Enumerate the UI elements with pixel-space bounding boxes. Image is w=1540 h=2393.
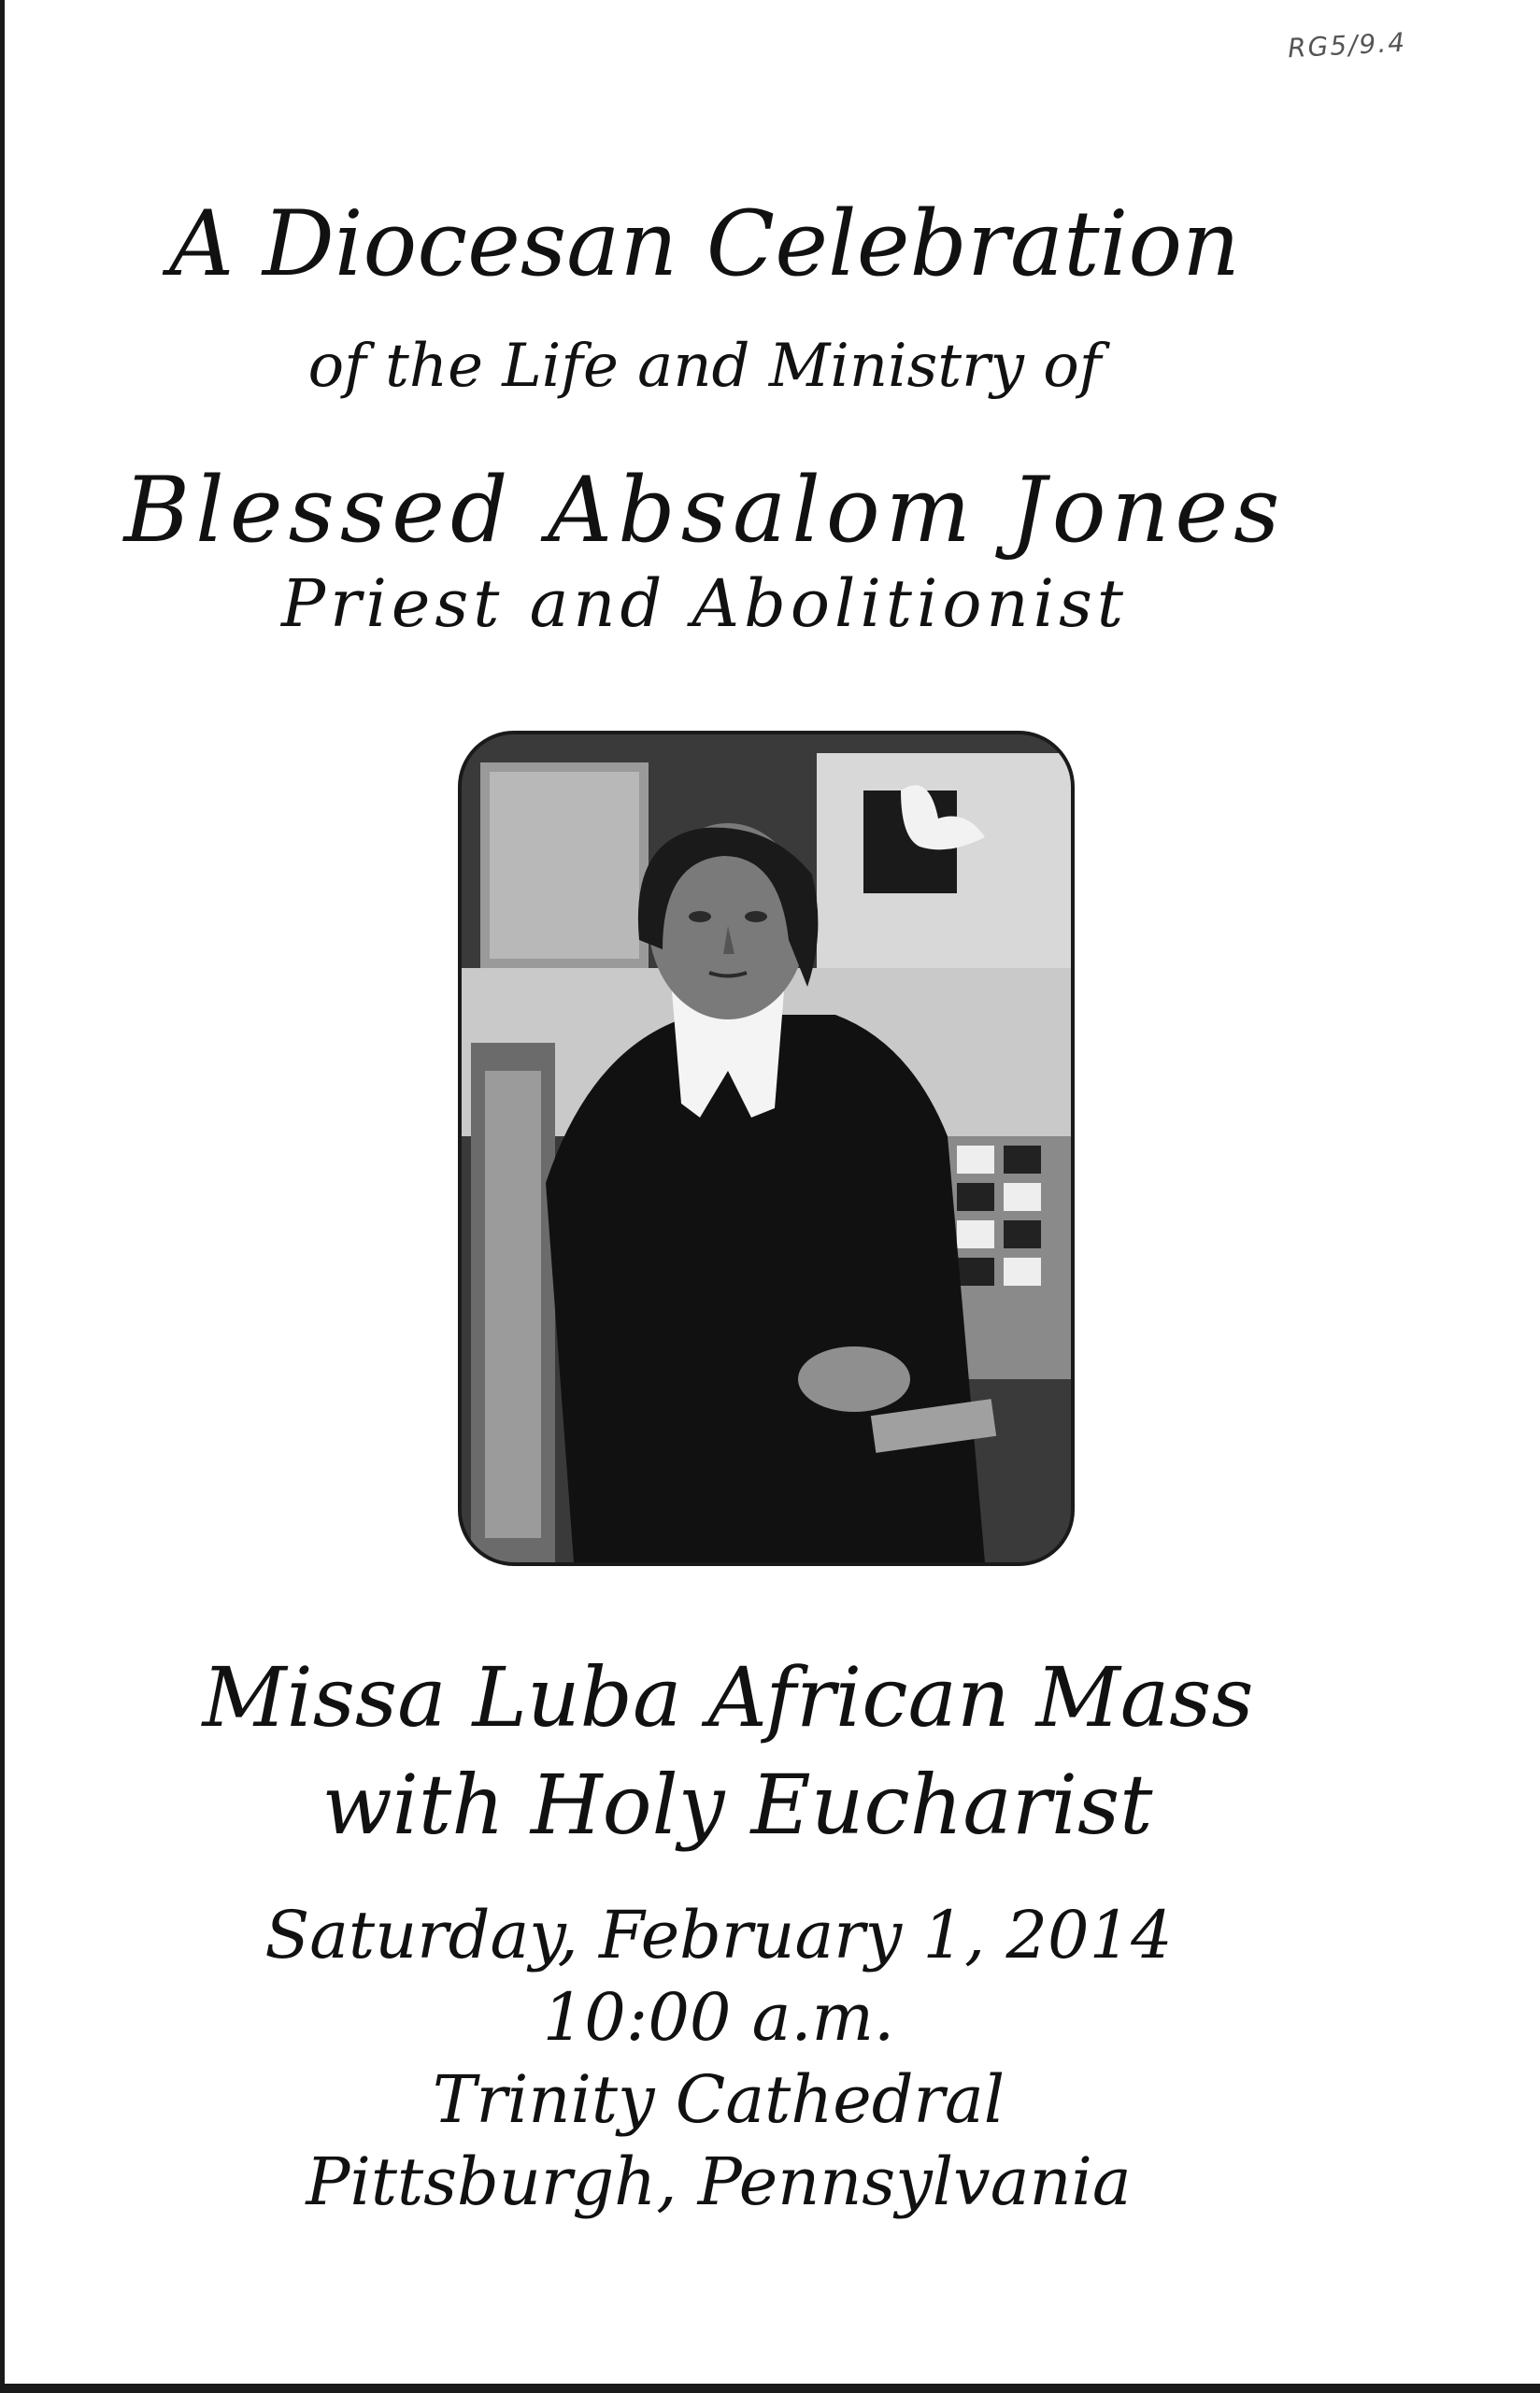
event-venue: Trinity Cathedral (432, 2061, 1005, 2138)
honoree-role: Priest and Abolitionist (280, 565, 1129, 642)
event-date: Saturday, February 1, 2014 (264, 1897, 1173, 1973)
heading-line-1: A Diocesan Celebration (169, 192, 1240, 296)
hands-shape (798, 1346, 910, 1412)
service-title-2: with Holy Eucharist (321, 1757, 1153, 1853)
portrait-image (458, 731, 1075, 1566)
portrait-illustration (462, 734, 1071, 1562)
page-edge-bottom (0, 2384, 1540, 2393)
heading-line-2: of the Life and Ministry of (307, 332, 1102, 401)
event-time: 10:00 a.m. (542, 1979, 895, 2056)
archive-mark: RG5/9.4 (1287, 26, 1407, 64)
honoree-name: Blessed Absalom Jones (123, 458, 1286, 563)
service-title-1: Missa Luba African Mass (202, 1649, 1254, 1745)
event-city: Pittsburgh, Pennsylvania (306, 2144, 1132, 2220)
